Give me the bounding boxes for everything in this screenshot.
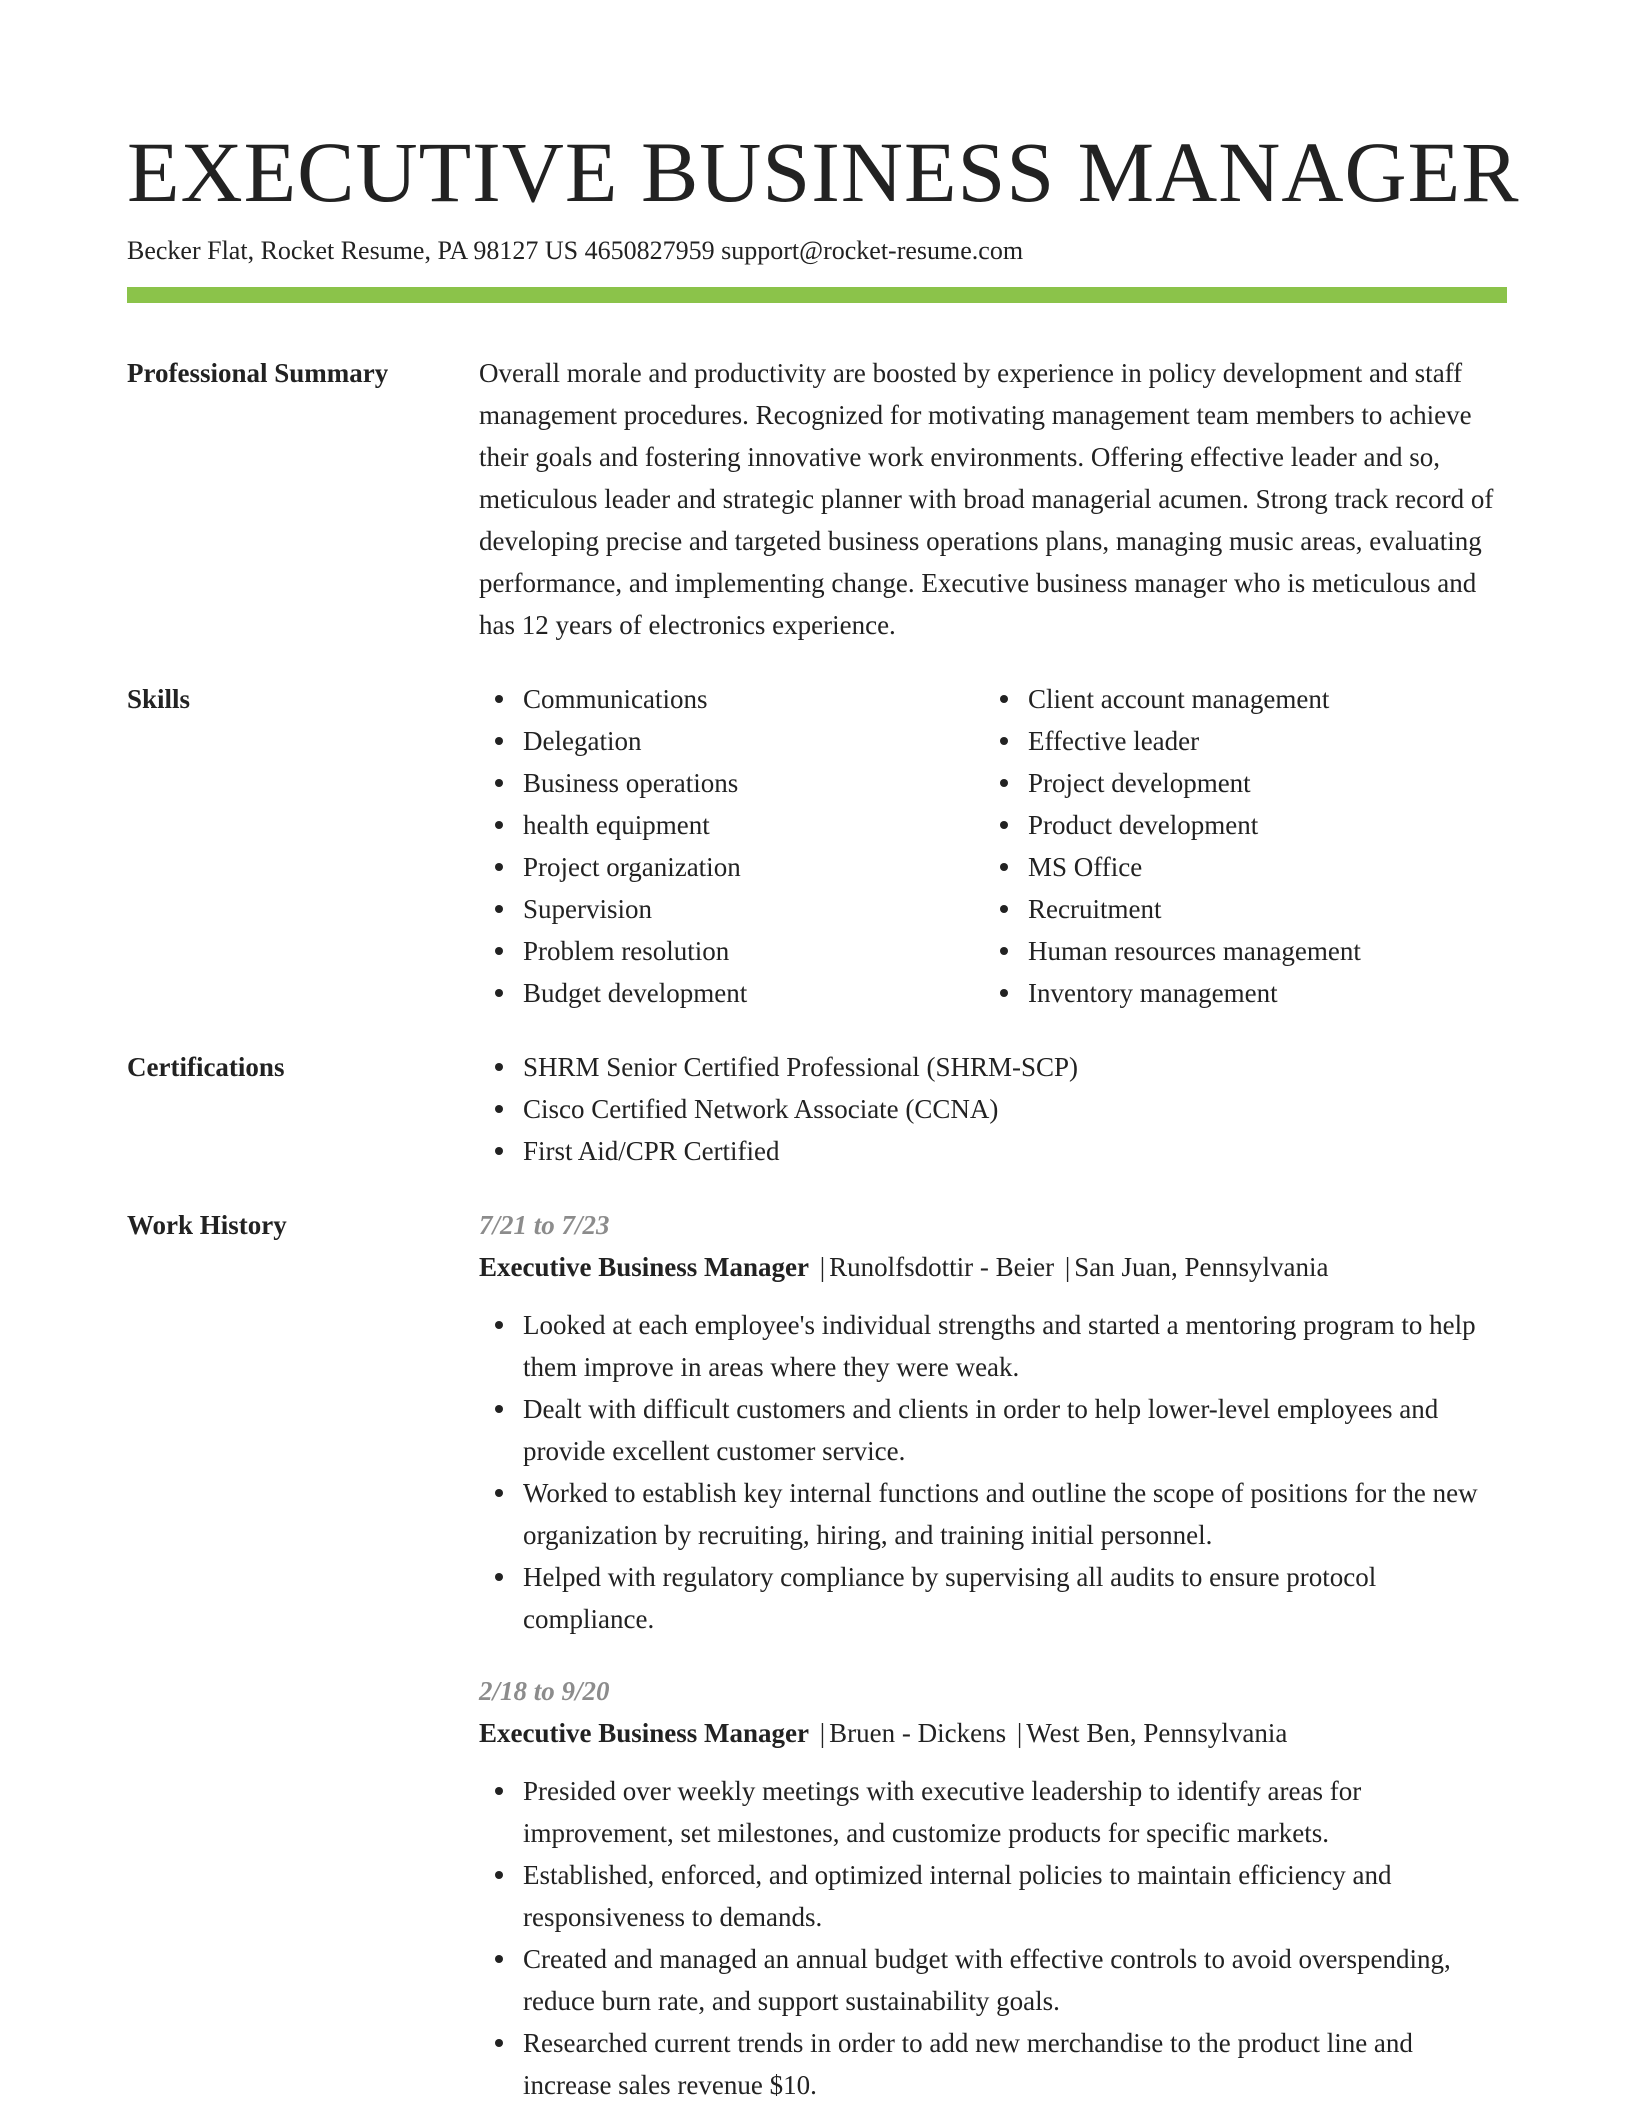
bullet-icon xyxy=(495,1489,503,1497)
contact-phone: 4650827959 xyxy=(584,236,715,265)
job-bullet-text: Established, enforced, and optimized internal policies to maintain efficiency and responsiveness to demands. xyxy=(523,1860,1392,1932)
skills-heading: Skills xyxy=(127,684,191,714)
job-location: San Juan, Pennsylvania xyxy=(1074,1252,1329,1282)
bullet-icon xyxy=(495,1573,503,1581)
job-bullet-list xyxy=(479,1304,1507,1640)
job-dates: 7/21 to 7/23 xyxy=(479,1210,610,1240)
bullet-icon xyxy=(495,1955,503,1963)
skill-label: Project organization xyxy=(523,852,741,882)
skills-section xyxy=(127,678,1507,1014)
skill-item xyxy=(984,930,1489,972)
job-bullet-text: Dealt with difficult customers and clients in order to help lower-level employees and provide excellent customer service. xyxy=(523,1394,1439,1466)
work-history-section xyxy=(127,1204,1507,2106)
job-title: Executive Business Manager xyxy=(479,1718,809,1748)
skill-label: Budget development xyxy=(523,978,748,1008)
job-separator: | xyxy=(819,1252,826,1282)
certifications-list xyxy=(479,1046,1507,1172)
job-title: Executive Business Manager xyxy=(479,1252,809,1282)
job-bullet xyxy=(479,1938,1507,2022)
bullet-icon xyxy=(1000,737,1008,745)
skill-item xyxy=(984,804,1489,846)
bullet-icon xyxy=(495,1063,503,1071)
skill-item xyxy=(984,888,1489,930)
skill-item xyxy=(984,720,1489,762)
certification-label: First Aid/CPR Certified xyxy=(523,1136,780,1166)
job-separator: | xyxy=(1064,1252,1071,1282)
skill-item xyxy=(984,762,1489,804)
skill-label: Client account management xyxy=(1028,684,1330,714)
certification-item xyxy=(479,1130,1507,1172)
bullet-icon xyxy=(1000,989,1008,997)
job-bullet-text: Presided over weekly meetings with executive leadership to identify areas for improvement, set milestones, and customize products for specific markets. xyxy=(523,1776,1362,1848)
certification-label: SHRM Senior Certified Professional (SHRM-SCP) xyxy=(523,1052,1079,1082)
job-bullet-text: Worked to establish key internal functions and outline the scope of positions for the new organization by recruiting, hiring, and training initial personnel. xyxy=(523,1478,1478,1550)
certifications-heading: Certifications xyxy=(127,1052,285,1082)
job-bullet-text: Researched current trends in order to add new merchandise to the product line and increase sales revenue $10. xyxy=(523,2028,1413,2100)
bullet-icon xyxy=(495,1871,503,1879)
skill-label: Product development xyxy=(1028,810,1259,840)
job-company: Runolfsdottir - Beier xyxy=(829,1252,1055,1282)
job-heading xyxy=(479,1246,1507,1288)
job-bullet xyxy=(479,1854,1507,1938)
summary-text: Overall morale and productivity are boosted by experience in policy development and staff management procedures. Recognized for motivating management team members to achieve their goals and fostering innovative work environments. Offering effective leader and so, meticulous leader and strategic planner with broad managerial acumen. Strong track record of developing precise and targeted business operations plans, managing music areas, evaluating performance, and implementing change. Executive business manager who is meticulous and has 12 years of electronics experience. xyxy=(479,358,1494,640)
job-separator: | xyxy=(1016,1718,1023,1748)
skill-item xyxy=(479,804,984,846)
skill-item xyxy=(984,972,1489,1014)
skill-item xyxy=(984,846,1489,888)
header-divider xyxy=(127,287,1507,303)
skill-item xyxy=(479,720,984,762)
certification-item xyxy=(479,1088,1507,1130)
skill-label: Communications xyxy=(523,684,708,714)
job-bullet-list xyxy=(479,1770,1507,2106)
skill-item xyxy=(479,762,984,804)
skill-label: Project development xyxy=(1028,768,1251,798)
job-bullet xyxy=(479,1556,1507,1640)
skill-item xyxy=(479,678,984,720)
work-history-heading: Work History xyxy=(127,1210,287,1240)
skill-label: Problem resolution xyxy=(523,936,730,966)
skill-item xyxy=(479,888,984,930)
summary-heading: Professional Summary xyxy=(127,358,389,388)
skills-columns xyxy=(479,678,1507,1014)
bullet-icon xyxy=(1000,947,1008,955)
bullet-icon xyxy=(1000,863,1008,871)
skills-list-left xyxy=(479,678,984,1014)
summary-section xyxy=(127,352,1507,646)
bullet-icon xyxy=(495,779,503,787)
bullet-icon xyxy=(495,1405,503,1413)
job-bullet xyxy=(479,1388,1507,1472)
skill-label: Effective leader xyxy=(1028,726,1200,756)
job-dates: 2/18 to 9/20 xyxy=(479,1676,610,1706)
job-separator: | xyxy=(819,1718,826,1748)
bullet-icon xyxy=(495,1105,503,1113)
bullet-icon xyxy=(495,821,503,829)
job-location: West Ben, Pennsylvania xyxy=(1026,1718,1288,1748)
job-company: Bruen - Dickens xyxy=(829,1718,1007,1748)
skills-list-right xyxy=(984,678,1489,1014)
job-bullet-text: Looked at each employee's individual strengths and started a mentoring program to help them improve in areas where they were weak. xyxy=(523,1310,1476,1382)
bullet-icon xyxy=(495,2039,503,2047)
bullet-icon xyxy=(495,947,503,955)
bullet-icon xyxy=(1000,779,1008,787)
job-bullet-text: Created and managed an annual budget with effective controls to avoid overspending, reduce burn rate, and support sustainability goals. xyxy=(523,1944,1451,2016)
bullet-icon xyxy=(495,1321,503,1329)
bullet-icon xyxy=(495,1147,503,1155)
bullet-icon xyxy=(495,989,503,997)
skill-label: Human resources management xyxy=(1028,936,1361,966)
job-bullet xyxy=(479,1304,1507,1388)
bullet-icon xyxy=(1000,695,1008,703)
certification-label: Cisco Certified Network Associate (CCNA) xyxy=(523,1094,999,1124)
skill-label: Recruitment xyxy=(1028,894,1162,924)
bullet-icon xyxy=(495,1787,503,1795)
contact-address: Becker Flat, Rocket Resume, PA 98127 US xyxy=(127,236,579,265)
job-heading xyxy=(479,1712,1507,1754)
bullet-icon xyxy=(1000,821,1008,829)
job-entry xyxy=(479,1670,1507,2106)
bullet-icon xyxy=(1000,905,1008,913)
skill-label: MS Office xyxy=(1028,852,1143,882)
skill-item xyxy=(479,930,984,972)
work-history-body xyxy=(479,1204,1507,2106)
skill-label: Business operations xyxy=(523,768,739,798)
job-bullet-text: Helped with regulatory compliance by supervising all audits to ensure protocol compliance. xyxy=(523,1562,1377,1634)
skill-label: Inventory management xyxy=(1028,978,1278,1008)
bullet-icon xyxy=(495,695,503,703)
job-bullet xyxy=(479,2022,1507,2106)
bullet-icon xyxy=(495,863,503,871)
bullet-icon xyxy=(495,737,503,745)
skill-label: health equipment xyxy=(523,810,710,840)
skill-label: Delegation xyxy=(523,726,642,756)
certifications-section xyxy=(127,1046,1507,1172)
contact-line xyxy=(127,234,1507,268)
job-bullet xyxy=(479,1770,1507,1854)
skill-item xyxy=(479,846,984,888)
skill-item xyxy=(479,972,984,1014)
contact-email[interactable]: support@rocket-resume.com xyxy=(721,236,1024,265)
candidate-name: EXECUTIVE BUSINESS MANAGER xyxy=(127,124,1520,220)
skill-item xyxy=(984,678,1489,720)
job-entry xyxy=(479,1204,1507,1640)
bullet-icon xyxy=(495,905,503,913)
skill-label: Supervision xyxy=(523,894,653,924)
certification-item xyxy=(479,1046,1507,1088)
certifications-body xyxy=(479,1046,1507,1172)
job-bullet xyxy=(479,1472,1507,1556)
